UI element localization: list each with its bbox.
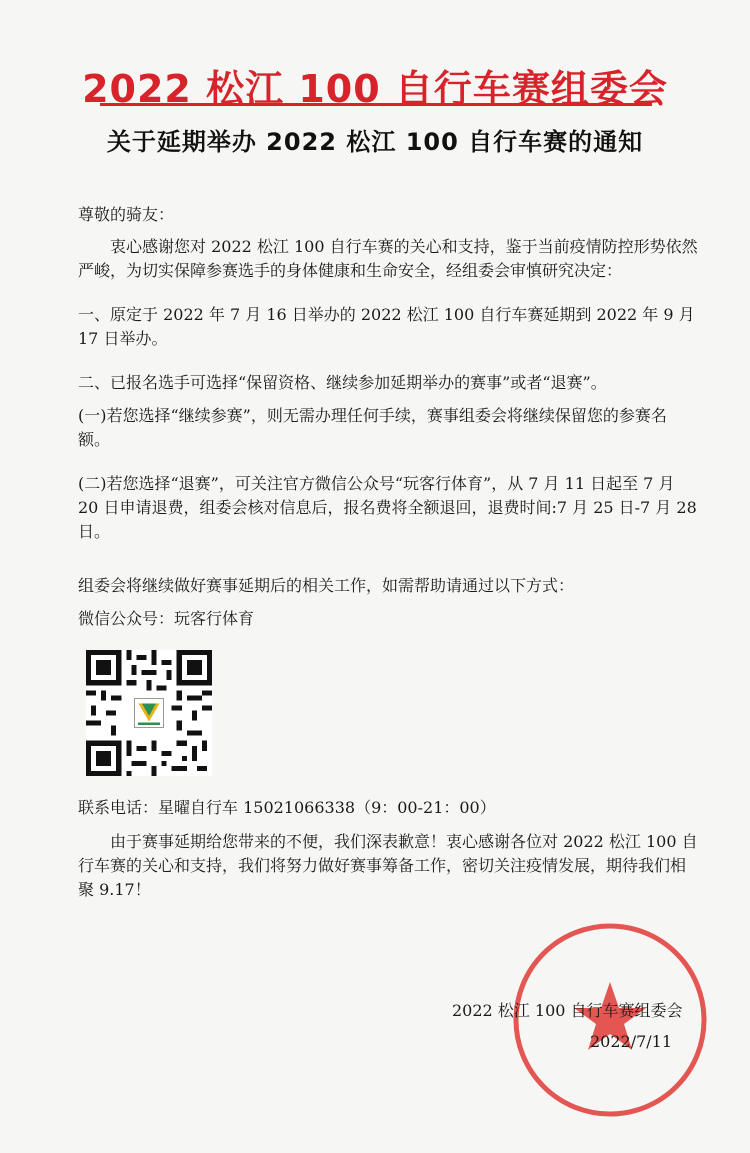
paragraph-closing: 由于赛事延期给您带来的不便，我们深表歉意！衷心感谢各位对 2022 松江 100 自行车赛的关心和支持，我们将努力做好赛事筹备工作，密切关注疫情发展，期待我们相聚 9.17！ [78,832,698,899]
paragraph-options: 二、已报名选手可选择“保留资格、继续参加延期举办的赛事”或者“退赛”。 [78,373,607,392]
paragraph-continue: (一)若您选择“继续参赛”，则无需办理任何手续，赛事组委会将继续保留您的参赛名额。 [78,406,667,449]
paragraph-postpone: 一、原定于 2022 年 7 月 16 日举办的 2022 松江 100 自行车赛延期到 2022 年 9 月 17 日举办。 [78,305,695,348]
signature-date: 2022/7/11 [590,1032,673,1051]
qr-code-image [86,650,212,776]
paragraph-intro: 衷心感谢您对 2022 松江 100 自行车赛的关心和支持，鉴于当前疫情防控形势依然严峻，为切实保障参赛选手的身体健康和生命安全，经组委会审慎研究决定： [78,237,698,280]
header-rule [100,103,652,106]
paragraph-withdraw: (二)若您选择“退赛”，可关注官方微信公众号“玩客行体育”，从 7 月 11 日起至 7 月 20 日申请退费，组委会核对信息后，报名费将全额退回，退费时间:7 月 25 日-7 月 28 日。 [78,474,697,541]
wechat-account: 微信公众号：玩客行体育 [78,609,255,628]
organizer-title: 2022 松江 100 自行车赛组委会 [82,67,668,111]
signature-organizer: 2022 松江 100 自行车赛组委会 [452,1001,683,1020]
paragraph-help: 组委会将继续做好赛事延期后的相关工作，如需帮助请通过以下方式： [78,576,575,595]
greeting: 尊敬的骑友： [78,205,175,224]
notice-title: 关于延期举办 2022 松江 100 自行车赛的通知 [106,128,644,156]
contact-phone: 联系电话：星曜自行车 15021066338（9：00-21：00） [78,798,496,817]
